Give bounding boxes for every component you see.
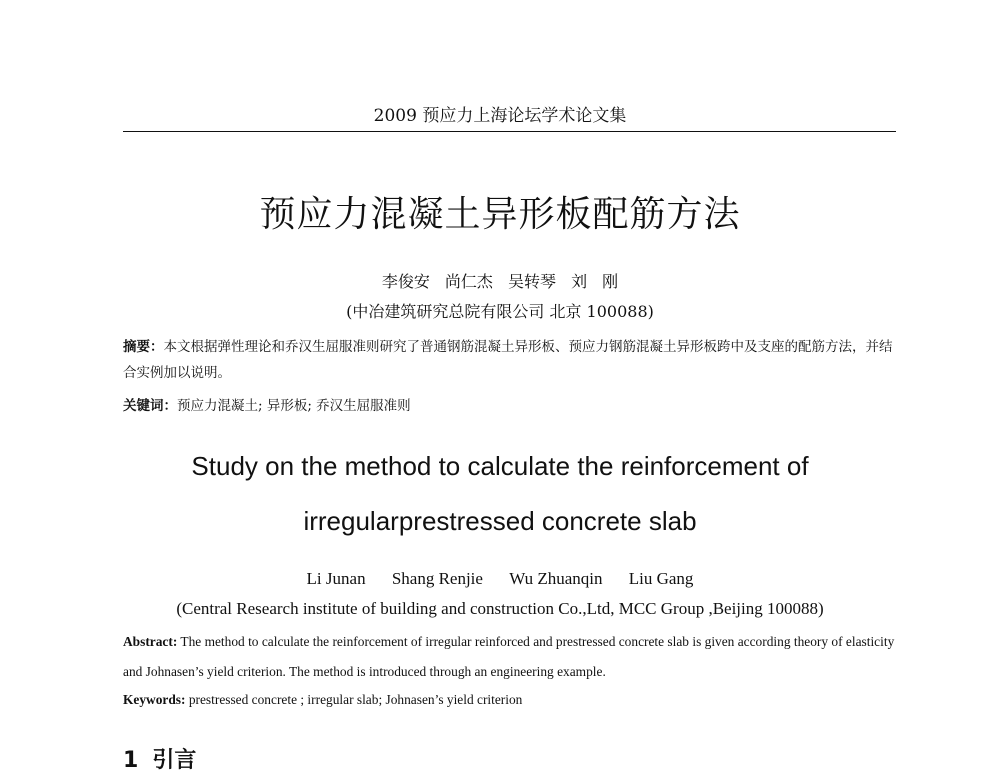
keywords-label-english: Keywords: bbox=[123, 692, 186, 707]
author-english: Liu Gang bbox=[628, 569, 694, 588]
header-rule bbox=[123, 131, 896, 132]
section-number: 1 bbox=[123, 748, 139, 773]
authors-english bbox=[0, 568, 1000, 590]
keywords-label-chinese: 关键词： bbox=[123, 398, 177, 414]
author-english: Li Junan bbox=[306, 569, 366, 588]
keywords-text-chinese: 预应力混凝土; 异形板; 乔汉生屈服准则 bbox=[177, 398, 411, 414]
section-heading-introduction bbox=[123, 748, 196, 774]
abstract-text-english: The method to calculate the reinforcement of irregular reinforced and prestressed concrete slab is given according theory of elasticity and Johnasen’s yield criterion. The method is introduced through an engineering example. bbox=[123, 634, 895, 679]
authors-chinese: 李俊安 尚仁杰 吴转琴 刘 刚 bbox=[381, 272, 619, 291]
paper-title-chinese: 预应力混凝土异形板配筋方法 bbox=[259, 194, 741, 235]
keywords-text-english: prestressed concrete ; irregular slab; Johnasen’s yield criterion bbox=[185, 692, 523, 707]
proceedings-header: 2009 预应力上海论坛学术论文集 bbox=[373, 106, 627, 126]
affiliation-english: (Central Research institute of building and construction Co.,Ltd, MCC Group ,Beijing 100088) bbox=[176, 599, 824, 618]
affiliation-chinese: (中冶建筑研究总院有限公司 北京 100088) bbox=[346, 302, 654, 321]
paper-title-english-line1: Study on the method to calculate the reinforcement of bbox=[191, 451, 809, 481]
author-english: Wu Zhuanqin bbox=[509, 569, 603, 588]
abstract-label-chinese: 摘要： bbox=[123, 339, 164, 355]
abstract-text-chinese: 本文根据弹性理论和乔汉生屈服准则研究了普通钢筋混凝土异形板、预应力钢筋混凝土异形板跨中及支座的配筋方法，并结合实例加以说明。 bbox=[123, 339, 893, 381]
abstract-chinese bbox=[123, 334, 898, 386]
abstract-english bbox=[123, 627, 913, 687]
abstract-label-english: Abstract: bbox=[123, 634, 178, 649]
paper-title-english-line2: irregularprestressed concrete slab bbox=[303, 506, 697, 536]
keywords-english bbox=[123, 690, 898, 710]
section-title: 引言 bbox=[152, 748, 197, 773]
keywords-chinese bbox=[123, 396, 898, 416]
author-english: Shang Renjie bbox=[391, 569, 483, 588]
